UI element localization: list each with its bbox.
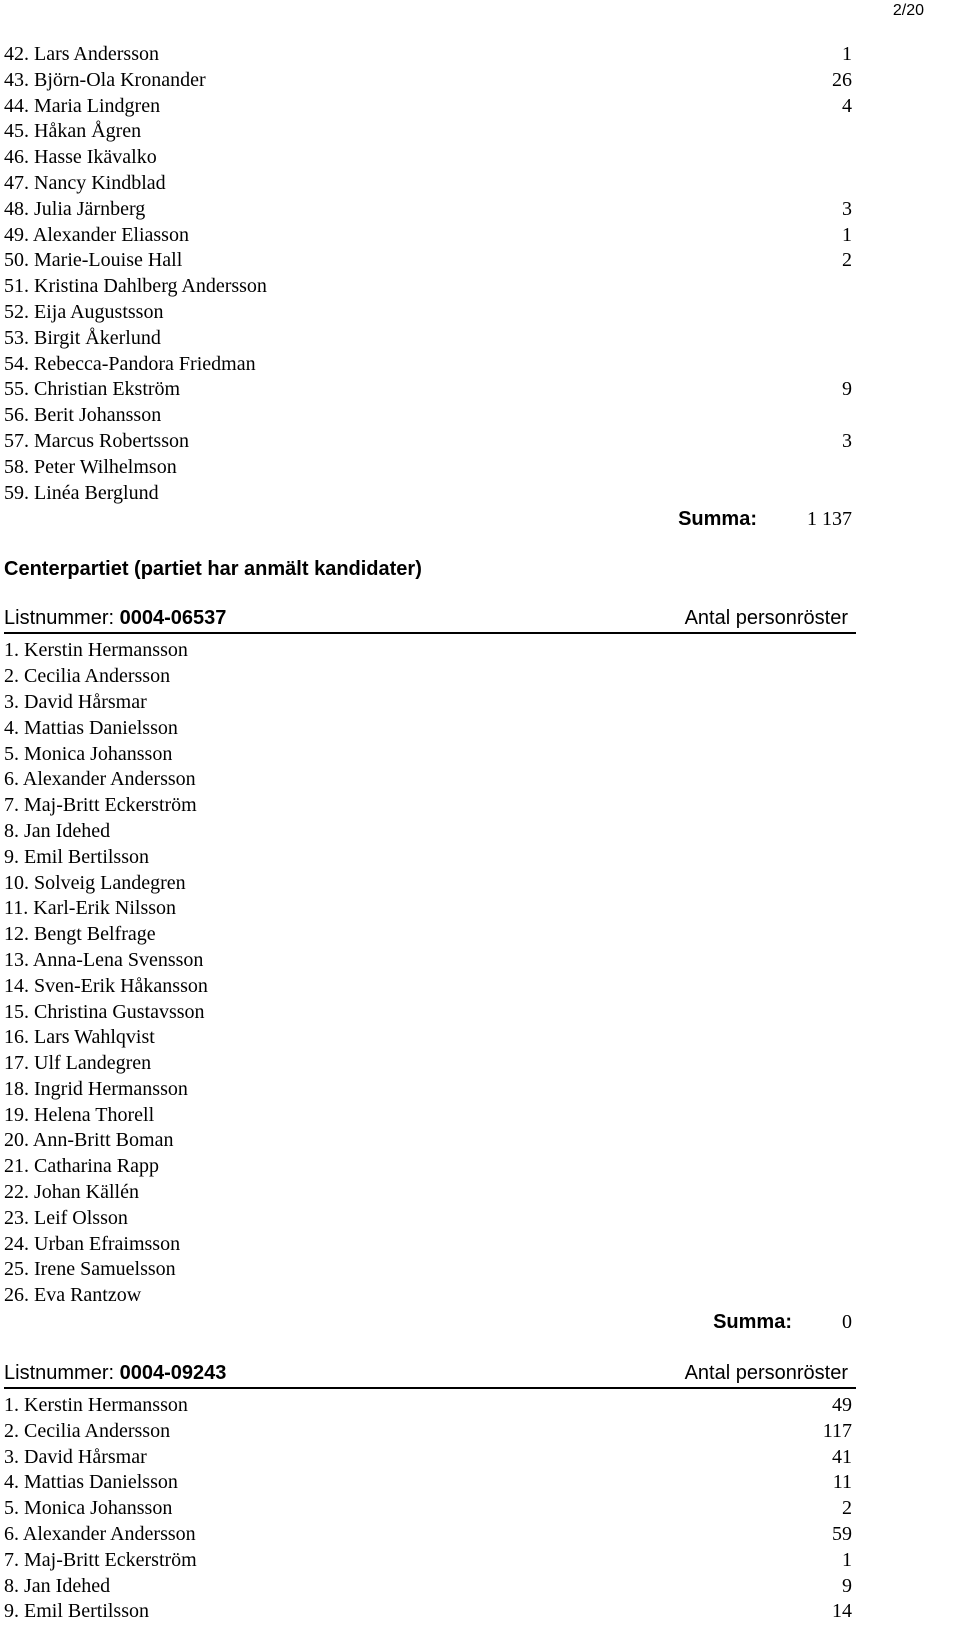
candidate-row xyxy=(4,1599,856,1625)
candidate-votes: 14 xyxy=(832,1600,852,1623)
list-header xyxy=(4,604,856,634)
candidate-row xyxy=(4,638,856,664)
candidate-name: 52. Eija Augustsson xyxy=(4,300,164,323)
candidate-row xyxy=(4,767,856,793)
summa-label: Summa: xyxy=(678,508,757,531)
candidate-row xyxy=(4,1393,856,1419)
list-number-prefix: Listnummer: xyxy=(4,1362,120,1385)
candidate-row xyxy=(4,1574,856,1600)
candidate-name: 42. Lars Andersson xyxy=(4,43,159,65)
candidate-row xyxy=(4,300,856,326)
candidate-name: 6. Alexander Andersson xyxy=(4,768,196,791)
candidate-name: 12. Bengt Belfrage xyxy=(4,923,156,946)
candidate-votes: 11 xyxy=(832,1471,852,1494)
list-number: 0004-09243 xyxy=(119,1362,227,1385)
summa-row xyxy=(4,506,856,532)
candidate-row xyxy=(4,1470,856,1496)
candidate-row xyxy=(4,1025,856,1051)
candidate-name: 59. Linéa Berglund xyxy=(4,481,159,504)
candidate-name: 22. Johan Källén xyxy=(4,1181,139,1204)
candidate-name: 23. Leif Olsson xyxy=(4,1206,128,1229)
candidate-row xyxy=(4,896,856,922)
candidate-name: 46. Hasse Ikävalko xyxy=(4,146,157,169)
candidate-row xyxy=(4,1232,856,1258)
candidate-row xyxy=(4,1445,856,1471)
party-heading: Centerpartiet (partiet har anmält kandidater) xyxy=(4,558,422,581)
candidate-row xyxy=(4,690,856,716)
candidate-row xyxy=(4,793,856,819)
candidate-row xyxy=(4,119,856,145)
candidate-name: 4. Mattias Danielsson xyxy=(4,1471,178,1494)
candidate-name: 19. Helena Thorell xyxy=(4,1103,155,1126)
candidate-row xyxy=(4,223,856,249)
candidate-row xyxy=(4,248,856,274)
summa-row xyxy=(4,1309,856,1335)
candidate-name: 2. Cecilia Andersson xyxy=(4,1419,171,1442)
candidate-name: 16. Lars Wahlqvist xyxy=(4,1026,155,1049)
candidate-name: 8. Jan Idehed xyxy=(4,819,111,842)
candidate-name: 55. Christian Ekström xyxy=(4,378,181,401)
candidate-votes: 41 xyxy=(832,1445,852,1468)
candidate-row xyxy=(4,377,856,403)
candidate-row xyxy=(4,1103,856,1129)
candidate-row xyxy=(4,664,856,690)
candidate-name: 15. Christina Gustavsson xyxy=(4,1000,205,1023)
candidate-votes: 1 xyxy=(842,1548,852,1571)
candidate-row xyxy=(4,1077,856,1103)
candidate-row xyxy=(4,145,856,171)
candidate-name: 7. Maj-Britt Eckerström xyxy=(4,1548,197,1571)
votes-column-header: Antal personröster xyxy=(684,1362,848,1385)
page-number: 2/20 xyxy=(892,2,924,19)
candidate-row xyxy=(4,1419,856,1445)
candidate-row xyxy=(4,1548,856,1574)
candidate-row xyxy=(4,922,856,948)
candidate-row xyxy=(4,429,856,455)
candidate-name: 43. Björn-Ola Kronander xyxy=(4,68,206,91)
candidate-row xyxy=(4,1128,856,1154)
candidate-votes: 3 xyxy=(842,197,852,220)
candidate-row xyxy=(4,716,856,742)
candidate-list xyxy=(4,1393,856,1625)
candidate-row xyxy=(4,1496,856,1522)
candidate-row xyxy=(4,1257,856,1283)
candidate-name: 3. David Hårsmar xyxy=(4,1445,147,1468)
candidate-row xyxy=(4,948,856,974)
candidate-row xyxy=(4,94,856,120)
candidate-row xyxy=(4,171,856,197)
candidate-name: 5. Monica Johansson xyxy=(4,1497,173,1520)
candidate-name: 21. Catharina Rapp xyxy=(4,1155,159,1178)
candidate-row xyxy=(4,974,856,1000)
candidate-name: 11. Karl-Erik Nilsson xyxy=(4,897,177,920)
candidate-row xyxy=(4,1000,856,1026)
candidate-votes: 9 xyxy=(842,1574,852,1597)
candidate-name: 14. Sven-Erik Håkansson xyxy=(4,974,208,997)
candidate-votes: 1 xyxy=(842,223,852,246)
candidate-name: 50. Marie-Louise Hall xyxy=(4,249,183,272)
candidate-name: 6. Alexander Andersson xyxy=(4,1523,196,1546)
candidate-row xyxy=(4,871,856,897)
candidate-name: 2. Cecilia Andersson xyxy=(4,665,171,688)
candidate-row xyxy=(4,197,856,223)
candidate-row xyxy=(4,1206,856,1232)
candidate-name: 13. Anna-Lena Svensson xyxy=(4,948,204,971)
candidate-row xyxy=(4,1051,856,1077)
candidate-list-continued xyxy=(4,42,856,506)
candidate-name: 10. Solveig Landegren xyxy=(4,871,186,894)
candidate-name: 53. Birgit Åkerlund xyxy=(4,326,161,349)
candidate-name: 7. Maj-Britt Eckerström xyxy=(4,794,197,817)
candidate-row xyxy=(4,1180,856,1206)
candidate-votes: 117 xyxy=(822,1419,852,1442)
candidate-name: 54. Rebecca-Pandora Friedman xyxy=(4,352,256,375)
candidate-name: 4. Mattias Danielsson xyxy=(4,716,178,739)
candidate-name: 8. Jan Idehed xyxy=(4,1574,111,1597)
candidate-name: 1. Kerstin Hermansson xyxy=(4,639,188,662)
candidate-name: 56. Berit Johansson xyxy=(4,404,162,427)
candidate-row xyxy=(4,742,856,768)
candidate-name: 17. Ulf Landegren xyxy=(4,1052,152,1075)
candidate-votes: 4 xyxy=(842,94,852,117)
candidate-name: 24. Urban Efraimsson xyxy=(4,1232,181,1255)
candidate-name: 47. Nancy Kindblad xyxy=(4,171,166,194)
candidate-name: 57. Marcus Robertsson xyxy=(4,429,189,452)
candidate-name: 9. Emil Bertilsson xyxy=(4,1600,149,1623)
candidate-row xyxy=(4,326,856,352)
candidate-name: 58. Peter Wilhelmson xyxy=(4,455,177,478)
candidate-row xyxy=(4,42,856,68)
candidate-row xyxy=(4,481,856,507)
summa-value: 1 137 xyxy=(807,508,852,531)
candidate-votes: 3 xyxy=(842,429,852,452)
candidate-votes: 9 xyxy=(842,378,852,401)
summa-value: 0 xyxy=(842,1311,852,1334)
candidate-row xyxy=(4,1522,856,1548)
candidate-name: 20. Ann-Britt Boman xyxy=(4,1129,174,1152)
candidate-row xyxy=(4,845,856,871)
candidate-row xyxy=(4,403,856,429)
list-number-label xyxy=(4,1359,226,1387)
candidate-name: 9. Emil Bertilsson xyxy=(4,845,149,868)
candidate-row xyxy=(4,68,856,94)
candidate-row xyxy=(4,352,856,378)
candidate-name: 5. Monica Johansson xyxy=(4,742,173,765)
candidate-votes: 2 xyxy=(842,1497,852,1520)
list-number: 0004-06537 xyxy=(119,607,227,630)
candidate-votes: 59 xyxy=(832,1523,852,1546)
candidate-votes: 1 xyxy=(842,43,852,65)
candidate-name: 3. David Hårsmar xyxy=(4,690,147,713)
candidate-name: 49. Alexander Eliasson xyxy=(4,223,189,246)
list-header xyxy=(4,1359,856,1389)
candidate-name: 44. Maria Lindgren xyxy=(4,94,161,117)
candidate-name: 45. Håkan Ågren xyxy=(4,120,142,143)
candidate-name: 48. Julia Järnberg xyxy=(4,197,146,220)
votes-column-header: Antal personröster xyxy=(684,607,848,630)
candidate-row xyxy=(4,274,856,300)
candidate-name: 25. Irene Samuelsson xyxy=(4,1258,176,1281)
list-number-label xyxy=(4,604,226,632)
summa-label: Summa: xyxy=(713,1311,792,1334)
list-number-prefix: Listnummer: xyxy=(4,607,120,630)
candidate-row xyxy=(4,1283,856,1309)
results-document xyxy=(4,42,856,1625)
candidate-list xyxy=(4,638,856,1309)
candidate-votes: 49 xyxy=(832,1394,852,1417)
candidate-votes: 2 xyxy=(842,249,852,272)
candidate-name: 51. Kristina Dahlberg Andersson xyxy=(4,275,267,298)
candidate-name: 26. Eva Rantzow xyxy=(4,1284,142,1307)
candidate-row xyxy=(4,819,856,845)
candidate-name: 1. Kerstin Hermansson xyxy=(4,1394,188,1417)
candidate-votes: 26 xyxy=(832,68,852,91)
candidate-row xyxy=(4,455,856,481)
candidate-name: 18. Ingrid Hermansson xyxy=(4,1077,188,1100)
candidate-row xyxy=(4,1154,856,1180)
